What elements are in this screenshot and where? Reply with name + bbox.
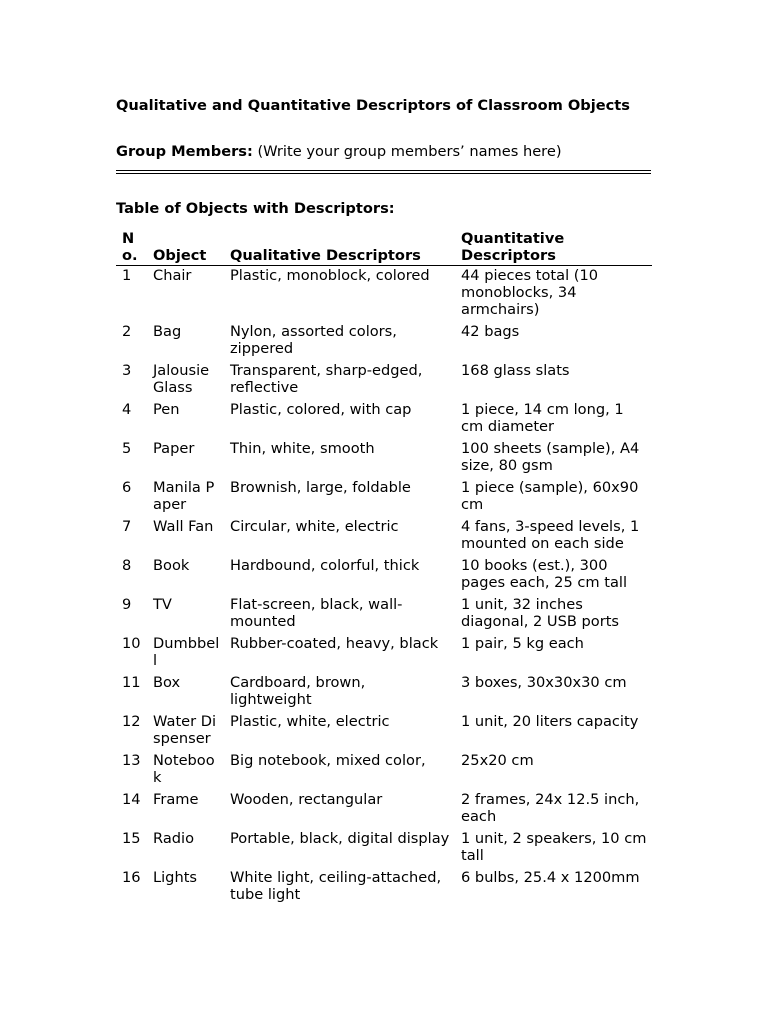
cell-no: 15 [122, 830, 141, 847]
cell-quantitative: 100 sheets (sample), A4 size, 80 gsm [461, 440, 640, 474]
cell-quantitative: 3 boxes, 30x30x30 cm [461, 674, 627, 691]
cell-object: Lights [153, 869, 198, 886]
cell-no: 9 [122, 596, 132, 613]
table-row [116, 712, 652, 751]
cell-object: Book [153, 557, 190, 574]
header-no: No. [116, 228, 147, 266]
cell-qualitative: Plastic, white, electric [230, 713, 390, 730]
cell-no: 3 [122, 362, 132, 379]
cell-qualitative: Rubber-coated, heavy, black [230, 635, 439, 652]
cell-object: Manila Paper [153, 479, 215, 513]
cell-object: Chair [153, 267, 192, 284]
cell-quantitative: 4 fans, 3-speed levels, 1 mounted on each side [461, 518, 640, 552]
cell-qualitative: Thin, white, smooth [230, 440, 375, 457]
cell-no: 7 [122, 518, 132, 535]
group-members-value: (Write your group members’ names here) [252, 143, 562, 160]
cell-object: Notebook [153, 752, 215, 786]
cell-no: 10 [122, 635, 141, 652]
table-row [116, 868, 652, 907]
cell-no: 12 [122, 713, 141, 730]
cell-qualitative: Brownish, large, foldable [230, 479, 411, 496]
cell-quantitative: 1 unit, 32 inches diagonal, 2 USB ports [461, 596, 620, 630]
table-row [116, 439, 652, 478]
table-row [116, 829, 652, 868]
cell-object: Dumbbell [153, 635, 220, 669]
cell-qualitative: Circular, white, electric [230, 518, 399, 535]
table-row [116, 322, 652, 361]
cell-object: Jalousie Glass [153, 362, 210, 396]
cell-object: Box [153, 674, 181, 691]
cell-object: Wall Fan [153, 518, 214, 535]
cell-quantitative: 1 unit, 20 liters capacity [461, 713, 639, 730]
double-rule-divider [116, 170, 651, 174]
cell-object: Water Dispenser [153, 713, 217, 747]
group-members-label: Group Members: [116, 143, 253, 160]
table-row [116, 400, 652, 439]
cell-object: Paper [153, 440, 195, 457]
group-members-line [116, 143, 656, 160]
cell-qualitative: Plastic, monoblock, colored [230, 267, 430, 284]
cell-qualitative: Transparent, sharp-edged, reflective [230, 362, 423, 396]
cell-quantitative: 1 piece, 14 cm long, 1 cm diameter [461, 401, 624, 435]
cell-no: 13 [122, 752, 141, 769]
cell-no: 5 [122, 440, 132, 457]
cell-qualitative: Flat-screen, black, wall-mounted [230, 596, 403, 630]
cell-no: 16 [122, 869, 141, 886]
table-row [116, 790, 652, 829]
table-row [116, 478, 652, 517]
table-row [116, 673, 652, 712]
table-row [116, 517, 652, 556]
cell-quantitative: 6 bulbs, 25.4 x 1200mm [461, 869, 640, 886]
cell-quantitative: 10 books (est.), 300 pages each, 25 cm tall [461, 557, 628, 591]
table-body [116, 266, 652, 908]
cell-object: Radio [153, 830, 195, 847]
cell-quantitative: 1 pair, 5 kg each [461, 635, 584, 652]
cell-no: 8 [122, 557, 132, 574]
table-row [116, 556, 652, 595]
cell-object: Bag [153, 323, 182, 340]
header-object: Object [147, 228, 224, 266]
cell-qualitative: Hardbound, colorful, thick [230, 557, 420, 574]
cell-no: 11 [122, 674, 141, 691]
cell-qualitative: Plastic, colored, with cap [230, 401, 412, 418]
cell-object: Pen [153, 401, 180, 418]
cell-qualitative: White light, ceiling-attached, tube light [230, 869, 442, 903]
table-row [116, 634, 652, 673]
cell-no: 1 [122, 267, 132, 284]
table-header-row [116, 228, 652, 266]
table-row [116, 595, 652, 634]
cell-qualitative: Wooden, rectangular [230, 791, 383, 808]
cell-no: 2 [122, 323, 132, 340]
cell-quantitative: 25x20 cm [461, 752, 534, 769]
table-row [116, 266, 652, 323]
cell-quantitative: 1 piece (sample), 60x90 cm [461, 479, 639, 513]
cell-no: 14 [122, 791, 141, 808]
header-quantitative: Quantitative Descriptors [455, 228, 652, 266]
table-row [116, 751, 652, 790]
cell-object: TV [153, 596, 172, 613]
cell-quantitative: 168 glass slats [461, 362, 570, 379]
cell-no: 6 [122, 479, 132, 496]
cell-qualitative: Cardboard, brown, lightweight [230, 674, 366, 708]
cell-qualitative: Portable, black, digital display [230, 830, 450, 847]
cell-object: Frame [153, 791, 199, 808]
header-qualitative: Qualitative Descriptors [224, 228, 455, 266]
cell-qualitative: Nylon, assorted colors, zippered [230, 323, 397, 357]
cell-quantitative: 1 unit, 2 speakers, 10 cm tall [461, 830, 647, 864]
document-title: Qualitative and Quantitative Descriptors of Classroom Objects [116, 97, 630, 114]
table-row [116, 361, 652, 400]
cell-qualitative: Big notebook, mixed color, [230, 752, 426, 769]
cell-quantitative: 2 frames, 24x 12.5 inch, each [461, 791, 640, 825]
cell-quantitative: 42 bags [461, 323, 520, 340]
cell-quantitative: 44 pieces total (10 monoblocks, 34 armchairs) [461, 267, 599, 318]
objects-table [116, 228, 652, 907]
table-heading: Table of Objects with Descriptors: [116, 200, 395, 217]
cell-no: 4 [122, 401, 132, 418]
